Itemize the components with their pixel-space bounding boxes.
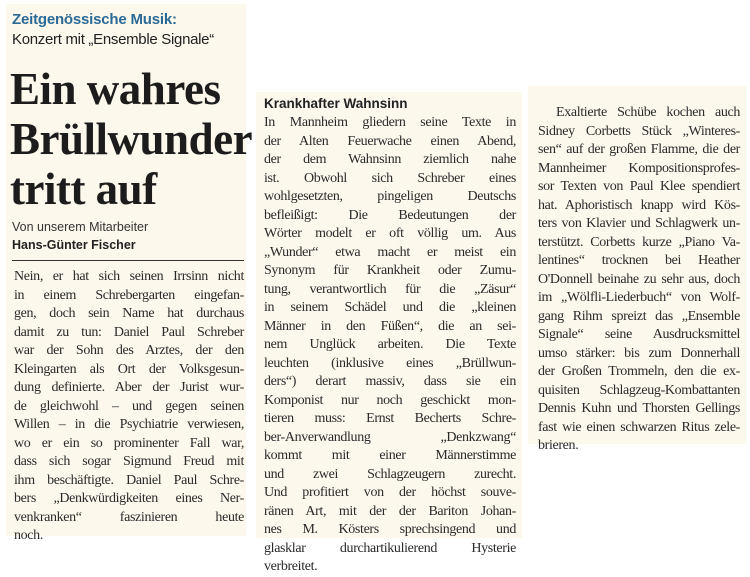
text-line: der Alten Feuerwache einen Abend, xyxy=(264,133,516,149)
text-line: ders“) derart massiv, dass sie ein xyxy=(264,374,516,389)
text-line: de gleichwohl – und gegen seinen xyxy=(14,398,244,414)
text-line: Wörter modelt er oft völlig um. Aus xyxy=(264,226,516,241)
body-text-col1 xyxy=(14,268,244,546)
kicker: Zeitgenössische Musik: xyxy=(12,11,177,28)
text-line: hat. Aphoristisch knapp wird Kös- xyxy=(538,197,740,213)
subkicker: Konzert mit „Ensemble Signale“ xyxy=(12,31,214,48)
text-line: ist. Obwohl sich Schreber eines xyxy=(264,170,516,186)
text-line: Exaltierte Schübe kochen auch xyxy=(556,105,740,120)
text-line: Und profitiert von der höchst souve- xyxy=(264,485,516,500)
text-line: noch. xyxy=(14,528,43,543)
byline-author: Hans-Günter Fischer xyxy=(12,238,136,252)
text-line: quisiten Schlagzeug-Kombattanten xyxy=(538,382,740,398)
text-line: befleißigt: Die Bedeutungen der xyxy=(264,207,516,223)
text-line: Mannheimer Kompositionsprofes- xyxy=(538,160,740,176)
text-line: Sidney Corbetts Stück „Winteres- xyxy=(538,123,740,139)
text-line: ber-Anverwandlung „Denkzwang“ xyxy=(264,429,516,445)
body-text-col2 xyxy=(264,114,516,577)
headline-line: Brüllwunder xyxy=(10,114,253,164)
text-line: ters von Klavier und Schlagwerk un- xyxy=(538,216,740,231)
text-line: tieren muss: Ernst Becherts Schre- xyxy=(264,411,516,426)
text-line: brieren. xyxy=(538,438,579,453)
text-line: der Großen Trommeln, den die ex- xyxy=(538,364,740,379)
text-line: fast wie einen schwarzen Ritus zele- xyxy=(538,419,740,435)
text-line: leuchten (inklusive eines „Brüllwun- xyxy=(264,355,516,371)
text-line: Signale“ seine Ausdrucksmittel xyxy=(538,327,740,342)
text-line: Willen – in die Psychiatrie verwiesen, xyxy=(14,417,244,432)
article-column-3 xyxy=(528,86,746,453)
text-line: wohlgesetzten, pingeligen Deutschs xyxy=(264,189,516,204)
text-line: sor Texten von Paul Klee spendiert xyxy=(538,179,740,194)
text-line: in seinem Schädel und die „kleinen xyxy=(264,300,516,315)
text-line: gen, doch sein Name hat durchaus xyxy=(14,306,244,321)
headline xyxy=(10,64,252,214)
text-line: Nein, er hat sich seinen Irrsinn nicht xyxy=(14,269,244,284)
text-line: „Wunder“ etwa macht er meist ein xyxy=(264,244,516,260)
divider xyxy=(12,260,244,261)
text-line: und zwei Schlagzeugern zurecht. xyxy=(264,466,516,482)
text-line: nes M. Kösters sprechsingend und xyxy=(264,522,516,537)
text-line: kommt mit einer Männerstimme xyxy=(264,448,516,463)
text-line: Männer in den Füßen“, die an sei- xyxy=(264,318,516,334)
text-line: dung definierte. Aber der Jurist wur- xyxy=(14,380,244,395)
text-line: terstützt. Corbetts kurze „Piano Va- xyxy=(538,234,740,250)
text-line: der dem Wahnsinn ziemlich nahe xyxy=(264,152,516,167)
headline-line: Ein wahres xyxy=(10,64,221,114)
text-line: venkranken“ faszinieren heute xyxy=(14,509,244,525)
headline-line: tritt auf xyxy=(10,164,157,214)
text-line: nem Unglück arbeiten. Die Texte xyxy=(264,337,516,352)
byline-intro: Von unserem Mitarbeiter xyxy=(12,220,149,234)
text-line: damit zu tun: Daniel Paul Schreber xyxy=(14,324,244,340)
text-line: In Mannheim gliedern seine Texte in xyxy=(264,115,516,130)
text-line: Kleingarten als Ort der Volksgesun- xyxy=(14,361,244,377)
text-line: O'Donnell beinahe zu sehr aus, doch xyxy=(538,271,740,287)
text-line: ränen Art, mit der der Bariton Johan- xyxy=(264,503,516,519)
text-line: Dennis Kuhn und Thorsten Gellings xyxy=(538,401,740,416)
text-line: war der Sohn des Arztes, der den xyxy=(14,343,244,358)
text-line: sen“ auf der großen Flamme, die der xyxy=(538,142,740,157)
text-line: wo er ein so prominenter Fall war, xyxy=(14,435,244,451)
article-column-2 xyxy=(256,92,522,574)
text-line: verbreitet. xyxy=(264,559,318,574)
text-line: glasklar durchartikulierend Hysterie xyxy=(264,540,516,556)
body-text-col3 xyxy=(538,104,740,456)
text-line: bers „Denkwürdigkeiten eines Ner- xyxy=(14,491,244,506)
text-line: tung, verantwortlich für die „Zäsur“ xyxy=(264,281,516,297)
text-line: Synonym für Krankheit oder Zumu- xyxy=(264,263,516,278)
article-header-column xyxy=(6,4,253,543)
text-line: Komponist nur noch geschickt mon- xyxy=(264,392,516,408)
text-line: ihm beschäftigte. Daniel Paul Schre- xyxy=(14,472,244,488)
text-line: gang Rihm spreizt das „Ensemble xyxy=(538,308,740,324)
text-line: lentines“ trocknen bei Heather xyxy=(538,253,740,268)
text-line: in einem Schrebergarten eingefan- xyxy=(14,287,244,303)
text-line: dass sich sogar Sigmund Freud mit xyxy=(14,454,244,469)
text-line: umso stärker: bis zum Donnerhall xyxy=(538,345,740,361)
text-line: im „Wölfli-Liederbuch“ von Wolf- xyxy=(538,290,740,305)
subheading: Krankhafter Wahnsinn xyxy=(264,96,408,111)
